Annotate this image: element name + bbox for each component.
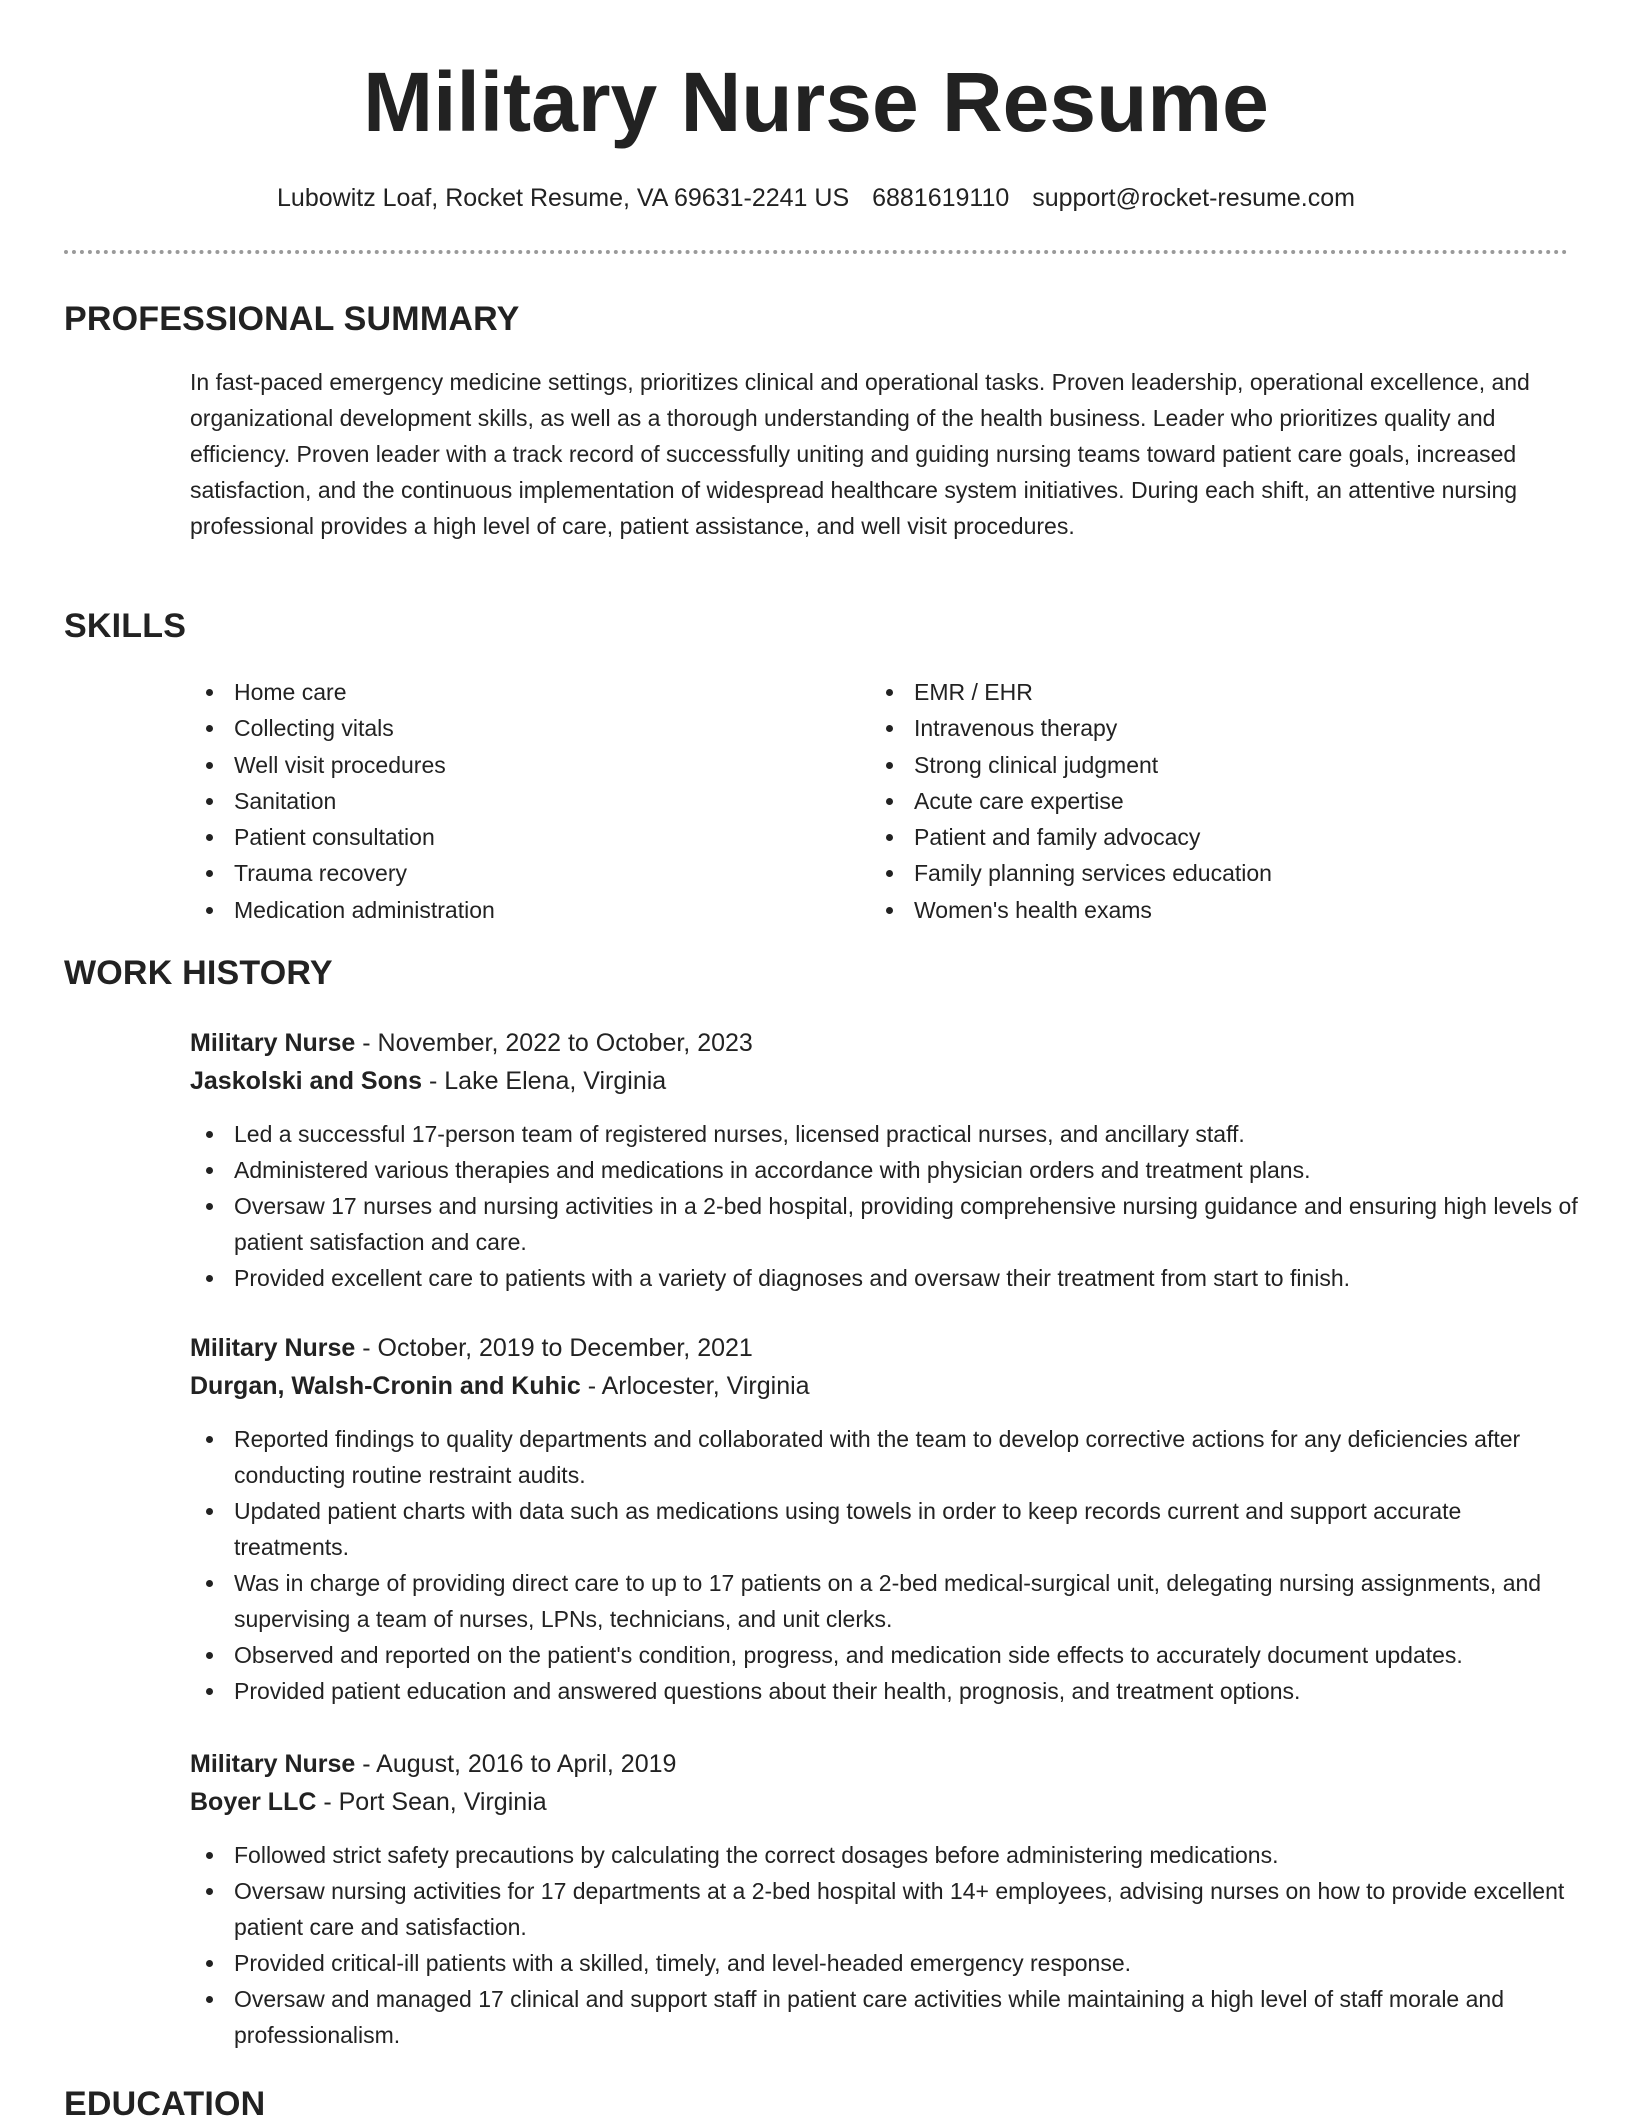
skill-item: Collecting vitals (190, 710, 830, 746)
skill-item: Well visit procedures (190, 747, 830, 783)
contact-email: support@rocket-resume.com (1032, 184, 1355, 212)
skill-item: Family planning services education (870, 855, 1510, 891)
job-duty: Was in charge of providing direct care to up to 17 patients on a 2-bed medical-surgical unit, delegating nursing assignments, and supervising a team of nurses, LPNs, technicians, and unit clerks. (190, 1565, 1580, 1637)
skills-list-left (190, 674, 830, 928)
job-company: Durgan, Walsh-Cronin and Kuhic (190, 1372, 581, 1400)
job-duty: Led a successful 17-person team of registered nurses, licensed practical nurses, and ancillary staff. (190, 1116, 1580, 1152)
job-company-line (190, 1367, 1580, 1405)
job-title: Military Nurse (190, 1750, 356, 1778)
job-dates: - November, 2022 to October, 2023 (355, 1029, 753, 1057)
skill-item: Patient and family advocacy (870, 819, 1510, 855)
skill-item: Trauma recovery (190, 855, 830, 891)
skills-heading: SKILLS (64, 607, 187, 645)
job-duty: Updated patient charts with data such as medications using towels in order to keep records current and support accurate treatments. (190, 1493, 1580, 1565)
job-location: - Port Sean, Virginia (316, 1788, 547, 1816)
summary-heading: PROFESSIONAL SUMMARY (64, 300, 520, 338)
summary-text: In fast-paced emergency medicine settings, prioritizes clinical and operational tasks. Proven leadership, operational excellence, and organizational development skills, as well as a thorough understanding of the health business. Leader who prioritizes quality and efficiency. Proven leader with a track record of successfully uniting and guiding nursing teams toward patient care goals, increased satisfaction, and the continuous implementation of widespread healthcare system initiatives. During each shift, an attentive nursing professional provides a high level of care, patient assistance, and well visit procedures. (190, 369, 1530, 539)
job-dates: - August, 2016 to April, 2019 (355, 1750, 677, 1778)
job-company: Jaskolski and Sons (190, 1067, 423, 1095)
skill-item: EMR / EHR (870, 674, 1510, 710)
skill-item: Medication administration (190, 892, 830, 928)
skill-item: Acute care expertise (870, 783, 1510, 819)
education-heading: EDUCATION (64, 2085, 266, 2123)
skill-item: Strong clinical judgment (870, 747, 1510, 783)
job-location: - Lake Elena, Virginia (422, 1067, 667, 1095)
job-duty: Oversaw nursing activities for 17 departments at a 2-bed hospital with 14+ employees, advising nurses on how to provide excellent patient care and satisfaction. (190, 1873, 1580, 1945)
skill-item: Sanitation (190, 783, 830, 819)
job-location: - Arlocester, Virginia (580, 1372, 810, 1400)
job-duty: Reported findings to quality departments and collaborated with the team to develop corrective actions for any deficiencies after conducting routine restraint audits. (190, 1421, 1580, 1493)
skills-list-right (870, 674, 1510, 928)
job-duty: Oversaw 17 nurses and nursing activities in a 2-bed hospital, providing comprehensive nursing guidance and ensuring high levels of patient satisfaction and care. (190, 1188, 1580, 1260)
job-title-line (190, 1329, 1580, 1367)
job-title: Military Nurse (190, 1029, 356, 1057)
job-duty: Provided excellent care to patients with a variety of diagnoses and oversaw their treatment from start to finish. (190, 1260, 1580, 1296)
job-duty: Observed and reported on the patient's condition, progress, and medication side effects to accurately document updates. (190, 1637, 1580, 1673)
job-company-line (190, 1062, 1580, 1100)
job-entry (190, 1024, 1580, 1296)
contact-phone: 6881619110 (872, 184, 1010, 212)
resume-title: Military Nurse Resume (363, 55, 1269, 149)
job-duties-list (190, 1116, 1580, 1296)
job-company-line (190, 1783, 1580, 1821)
skill-item: Women's health exams (870, 892, 1510, 928)
job-duties-list (190, 1421, 1580, 1709)
skill-item: Patient consultation (190, 819, 830, 855)
job-duty: Administered various therapies and medications in accordance with physician orders and treatment plans. (190, 1152, 1580, 1188)
job-entry (190, 1745, 1580, 2053)
job-title: Military Nurse (190, 1334, 356, 1362)
job-entry (190, 1329, 1580, 1709)
work-history-heading: WORK HISTORY (64, 954, 333, 992)
contact-line (64, 180, 1568, 216)
job-title-line (190, 1745, 1580, 1783)
job-duty: Provided critical-ill patients with a skilled, timely, and level-headed emergency response. (190, 1945, 1580, 1981)
header-divider (64, 250, 1568, 254)
job-company: Boyer LLC (190, 1788, 317, 1816)
job-duties-list (190, 1837, 1580, 2053)
job-duty: Provided patient education and answered questions about their health, prognosis, and treatment options. (190, 1673, 1580, 1709)
skill-item: Home care (190, 674, 830, 710)
job-title-line (190, 1024, 1580, 1062)
contact-address: Lubowitz Loaf, Rocket Resume, VA 69631-2241 US (277, 184, 850, 212)
job-duty: Oversaw and managed 17 clinical and support staff in patient care activities while maintaining a high level of staff morale and professionalism. (190, 1981, 1580, 2053)
job-dates: - October, 2019 to December, 2021 (355, 1334, 753, 1362)
skill-item: Intravenous therapy (870, 710, 1510, 746)
job-duty: Followed strict safety precautions by calculating the correct dosages before administering medications. (190, 1837, 1580, 1873)
